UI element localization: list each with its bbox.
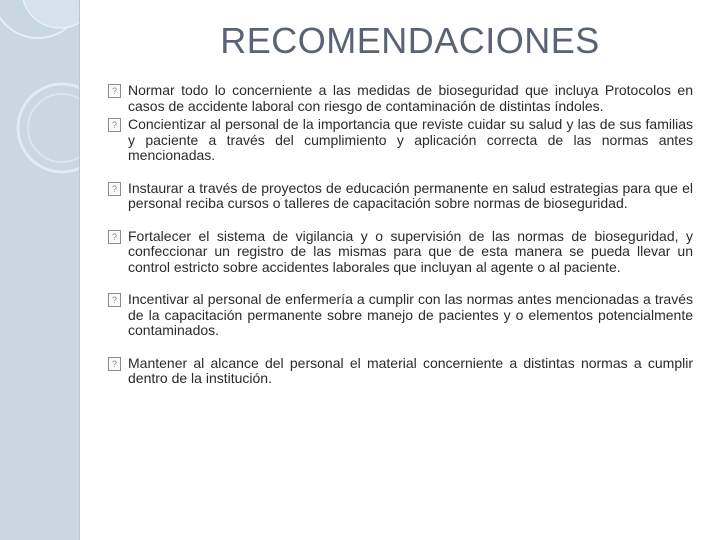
list-item-text: Incentivar al personal de enfermería a cumplir con las normas antes mencionadas a través de la capacitación permanente sobre manejo de pacientes y o elementos potencialmente contaminados. — [128, 291, 693, 338]
list-item — [111, 82, 693, 114]
list-item-text: Fortalecer el sistema de vigilancia y o supervisión de las normas de bioseguridad, y confeccionar un registro de las mismas para que de esta manera se pueda llevar un control estricto sobre accidentes laborales que incluyan al agente o al paciente. — [128, 227, 693, 275]
bullet-icon: ? — [108, 293, 121, 307]
list-item-text: Instaurar a través de proyectos de educación permanente en salud estrategias para que el personal reciba cursos o talleres de capacitación sobre normas de bioseguridad. — [128, 179, 693, 211]
recommendations-list — [111, 82, 693, 387]
decorative-circles-graphic — [0, 0, 80, 200]
list-item — [111, 354, 693, 387]
bullet-icon: ? — [108, 230, 121, 244]
list-item — [111, 291, 693, 339]
decorative-sidebar — [0, 0, 80, 540]
list-item-text: Mantener al alcance del personal el material concerniente a distintas normas a cumplir dentro de la institución. — [128, 354, 693, 386]
list-item-text: Concientizar al personal de la importancia que reviste cuidar su salud y las de sus familias y paciente a través del cumplimiento y aplicación correcta de las normas antes mencionadas. — [128, 116, 693, 163]
bullet-icon: ? — [108, 182, 121, 196]
list-item-text: Normar todo lo concerniente a las medidas de bioseguridad que incluya Protocolos en casos de accidente laboral con riesgo de contaminación de distintas índoles. — [128, 82, 693, 114]
page-title: RECOMENDACIONES — [220, 20, 600, 61]
list-item — [111, 227, 693, 276]
bullet-icon: ? — [108, 84, 121, 98]
bullet-icon: ? — [108, 357, 121, 371]
bullet-icon: ? — [108, 118, 121, 132]
list-item — [111, 116, 693, 164]
list-item — [111, 179, 693, 212]
